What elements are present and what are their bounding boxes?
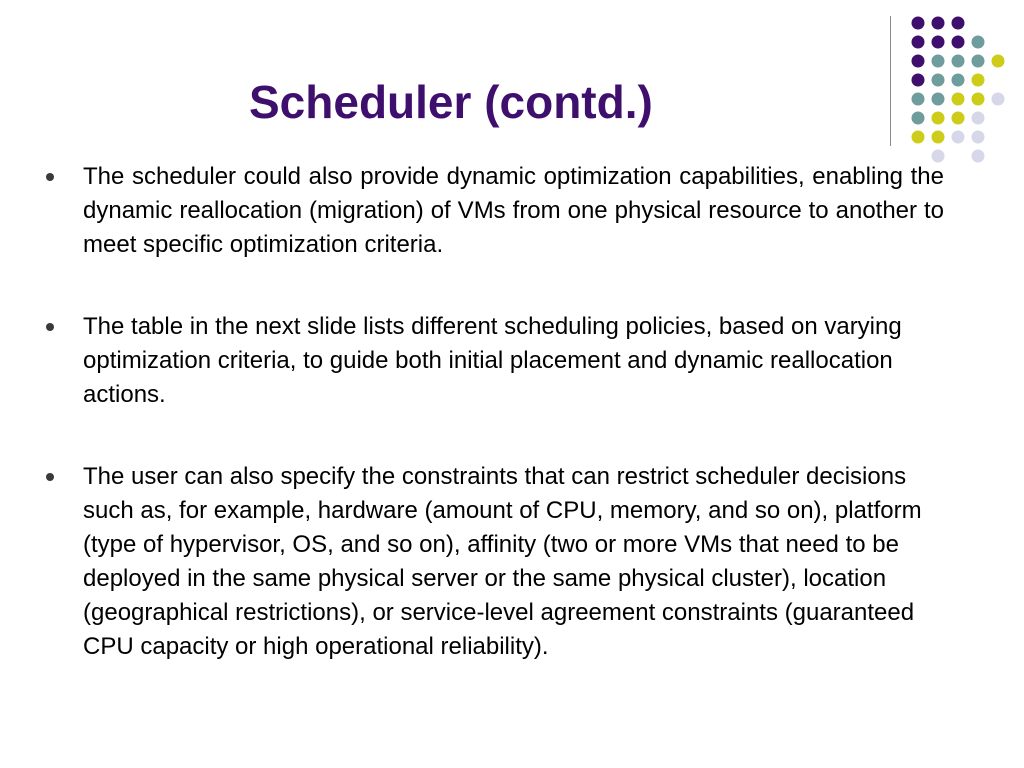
decorative-dot — [972, 93, 985, 106]
decorative-dot — [912, 36, 925, 49]
bullet-text-3: The user can also specify the constraints that can restrict scheduler decisions such as, for example, hardware (amount of CPU, memory, and so on), platform (type of hypervisor, OS, and so on), affinity (two or more VMs that need to be deployed in the same physical server or the same physical cluster), location (geographical restrictions), or service-level agreement constraints (guaranteed CPU capacity or high operational reliability). — [83, 463, 922, 660]
decorative-dot — [912, 55, 925, 68]
bullet-item-3 — [40, 460, 944, 664]
decorative-dot — [952, 93, 965, 106]
decorative-dot — [972, 55, 985, 68]
decorative-dot — [932, 17, 945, 30]
bullet-dot-icon — [46, 473, 54, 481]
decorative-dot — [932, 55, 945, 68]
bullet-list — [40, 160, 944, 664]
decorative-dot — [912, 74, 925, 87]
decorative-dot — [912, 112, 925, 125]
decorative-dot — [932, 74, 945, 87]
decorative-dot — [972, 131, 985, 144]
bullet-item-1 — [40, 160, 944, 262]
decorative-dot — [952, 17, 965, 30]
decorative-dot — [972, 112, 985, 125]
decorative-dot — [912, 93, 925, 106]
bullet-dot-icon — [46, 323, 54, 331]
decorative-dot — [912, 131, 925, 144]
decorative-dot — [952, 74, 965, 87]
bullet-text-1: The scheduler could also provide dynamic optimization capabilities, enabling the dynamic reallocation (migration) of VMs from one physical resource to another to meet specific optimization criteria. — [83, 163, 944, 258]
decorative-dot — [972, 150, 985, 163]
bullet-text-2: The table in the next slide lists different scheduling policies, based on varying optimization criteria, to guide both initial placement and dynamic reallocation actions. — [83, 313, 902, 408]
decorative-dot — [952, 112, 965, 125]
decorative-dot — [952, 55, 965, 68]
decorative-dot — [972, 74, 985, 87]
decorative-dot — [932, 112, 945, 125]
decorative-dot — [932, 93, 945, 106]
decorative-dot — [952, 36, 965, 49]
decorative-dot — [932, 36, 945, 49]
decorative-dot — [972, 36, 985, 49]
decorative-dot — [952, 131, 965, 144]
bullet-dot-icon — [46, 173, 54, 181]
decorative-dot — [912, 17, 925, 30]
decorative-dot — [992, 55, 1005, 68]
decorative-dot — [932, 131, 945, 144]
decorative-dot — [992, 93, 1005, 106]
divider-line — [890, 16, 891, 146]
slide-title: Scheduler (contd.) — [249, 76, 653, 128]
bullet-item-2 — [40, 310, 944, 412]
